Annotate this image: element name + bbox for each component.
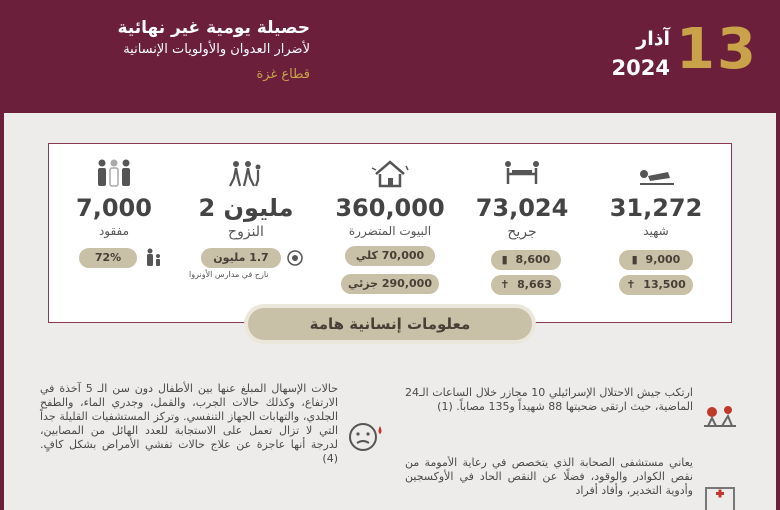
stats-panel — [48, 143, 732, 323]
stat-killed-women-pill — [619, 250, 693, 270]
stat-missing-value: 7,000 — [76, 194, 152, 222]
stat-houses-partial-pill — [341, 274, 439, 294]
stat-killed-children-pill — [619, 275, 693, 295]
stat-injured-value: 73,024 — [475, 194, 569, 222]
paragraph-massacres: ارتكب جيش الاحتلال الإسرائيلي 10 مجازر خلال الساعات الـ24 الماضية، حيث ارتقى ضحيتها 88 شهيداً و135 مصاباً. (1) — [405, 386, 693, 413]
paragraph-hospital: يعاني مستشفى الصحابة الذي يتخصص في رعاية الأمومة من نقص الكوادر والوقود، فضلًا عن النقص الحاد في الأوكسجين وأدوية التخدير، وأفاد أفراد — [405, 456, 693, 497]
stat-displaced-label: النزوح — [228, 224, 264, 240]
stat-displaced — [181, 144, 311, 324]
stat-injured-label: جريح — [507, 224, 537, 240]
stat-killed-women-value: 9,000 — [645, 253, 681, 266]
stat-displaced-unrwa-pill — [201, 248, 281, 268]
unrwa-logo-icon — [287, 250, 303, 266]
family-icon — [94, 158, 134, 190]
displaced-people-icon — [226, 158, 266, 190]
date-day: 13 — [676, 17, 758, 82]
stat-killed-children-value: 13,500 — [643, 278, 686, 291]
sick-face-icon — [346, 420, 386, 454]
frame-border-left — [0, 113, 4, 510]
region-label: قطاع غزة — [256, 67, 310, 82]
stat-displaced-value: 2 مليون — [198, 194, 294, 222]
child-icon: ✝ — [500, 278, 510, 291]
page-title: حصيلة يومية غير نهائية — [117, 18, 310, 38]
section-banner: معلومات إنسانية هامة — [248, 308, 532, 340]
stat-houses — [325, 144, 455, 324]
stat-houses-partial-value: 290,000 جزئي — [348, 277, 432, 290]
stat-killed — [591, 144, 721, 324]
page-subtitle: لأضرار العدوان والأولويات الإنسانية — [123, 42, 310, 57]
stat-missing-label: مفقود — [98, 224, 130, 238]
stretcher-icon — [502, 158, 542, 190]
hospital-icon — [700, 482, 740, 510]
date-month: آذار — [636, 28, 670, 50]
stat-injured-children-pill — [491, 275, 561, 295]
female-icon: ▮ — [631, 253, 638, 266]
child-icon: ✝ — [626, 278, 636, 291]
stat-killed-value: 31,272 — [609, 194, 703, 222]
explosion-icon — [700, 400, 740, 434]
stat-houses-value: 360,000 — [335, 194, 445, 222]
fallen-person-icon — [636, 158, 676, 190]
paragraph-diseases: حالات الإسهال المبلغ عنها بين الأطفال دون سن الـ 5 آخذة في الارتفاع، وكذلك حالات الجرب، والقمل، وجدري الماء، والطفح الجلدي، والتهابات الجهاز التنفسي. وتركز المستشفيات القليلة جداً التي لا تزال تعمل على الاستجابة للعدد الهائل من المصابين، لدرجة أنها عاجزة عن علاج حالات تفشي الأمراض بشكل كافٍ. (4) — [40, 382, 338, 465]
stat-displaced-unrwa-value: 1.7 مليون — [213, 251, 269, 264]
stat-houses-total-pill — [345, 246, 435, 266]
damaged-house-icon — [370, 158, 410, 190]
stat-houses-total-value: 70,000 كلي — [355, 249, 425, 262]
female-icon: ▮ — [501, 253, 508, 266]
date-year: 2024 — [611, 56, 670, 80]
frame-border-right — [776, 113, 780, 510]
stat-injured-women-pill — [491, 250, 561, 270]
woman-child-icon — [145, 248, 163, 268]
title-block — [40, 18, 310, 82]
stat-injured — [457, 144, 587, 324]
stat-missing — [49, 144, 179, 324]
stat-displaced-note: نازح في مدارس الأونروا — [189, 270, 269, 279]
stat-injured-women-value: 8,600 — [515, 253, 551, 266]
stat-houses-label: البيوت المتضررة — [348, 224, 432, 238]
stat-injured-children-value: 8,663 — [517, 278, 552, 291]
stat-missing-pct-value: 72% — [94, 251, 122, 264]
stat-missing-pct-pill — [79, 248, 137, 268]
stat-killed-label: شهيد — [643, 224, 669, 238]
